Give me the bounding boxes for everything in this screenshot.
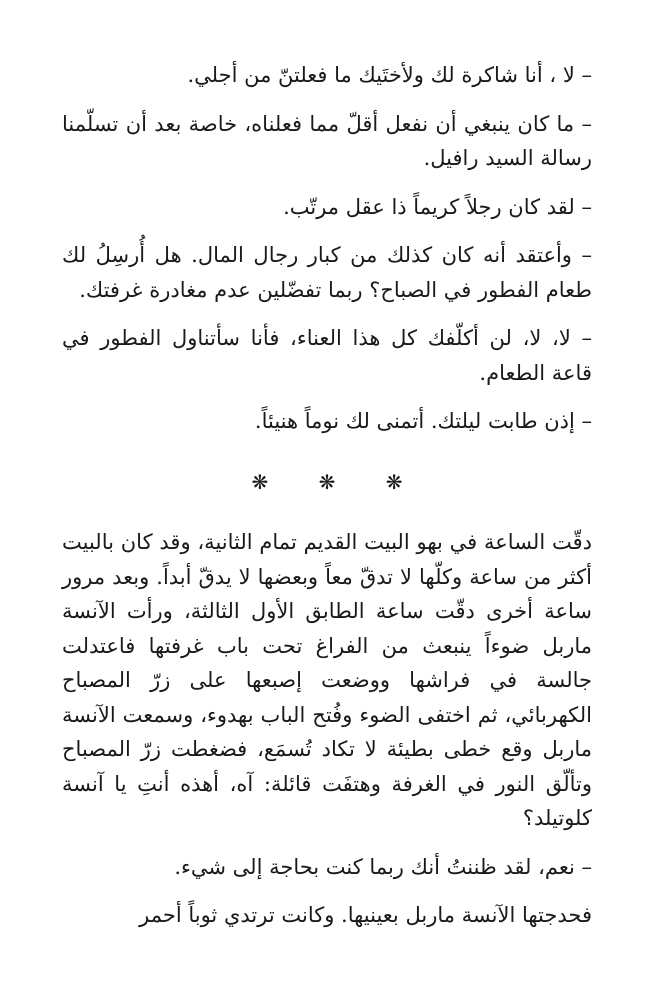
dialogue-paragraph: – ما كان ينبغي أن نفعل أقلّ مما فعلناه، خاصة بعد أن تسلّمنا رسالة السيد رافيل. <box>62 111 592 170</box>
dialogue-paragraph: – إذن طابت ليلتك. أتمنى لك نوماً هنيئاً. <box>254 409 592 433</box>
book-page <box>62 58 592 933</box>
dialogue-paragraph: – لقد كان رجلاً كريماً ذا عقل مرتّب. <box>283 194 592 219</box>
dialogue-paragraph: – لا ، أنا شاكرة لك ولأختَيك ما فعلتنّ من أجلي. <box>187 63 592 87</box>
dialogue-paragraph: – نعم، لقد ظننتُ أنك ربما كنت بحاجة إلى شيء. <box>174 854 592 879</box>
narrative-paragraph: دقّت الساعة في بهو البيت القديم تمام الثانية، وقد كان بالبيت أكثر من ساعة وكلّها لا تدقّ معاً وبعضها لا يدقّ أبداً. وبعد مرور ساعة أخرى دقّت ساعة الطابق الأول الثالثة، ورأت الآنسة ماربل ضوءاً ينبعث من الفراغ تحت باب غرفتها فاعتدلت جالسة في فراشها ووضعت إصبعها على زرّ المصباح الكهربائي، ثم اختفى الضوء وفُتح الباب بهدوء، وسمعت الآنسة ماربل وقع خطى بطيئة لا تكاد تُسمَع، فضغطت زرّ المصباح وتألّق النور في الغرفة وهتفَت قائلة: آه، أهذه أنتِ يا آنسة كلوتيلد؟ <box>62 530 592 830</box>
section-separator: ❋ ❋ ❋ <box>251 469 425 494</box>
dialogue-paragraph: – لا، لا، لن أكلّفك كل هذا العناء، فأنا سأتناول الفطور في قاعة الطعام. <box>62 326 592 385</box>
dialogue-paragraph: – وأعتقد أنه كان كذلك من كبار رجال المال. هل أُرسِلُ لك طعام الفطور في الصباح؟ ربما تفضّلين عدم مغادرة غرفتك. <box>62 243 592 302</box>
narrative-paragraph-continued: فحدجتها الآنسة ماربل بعينيها. وكانت ترتدي ثوباً أحمر <box>139 903 592 927</box>
